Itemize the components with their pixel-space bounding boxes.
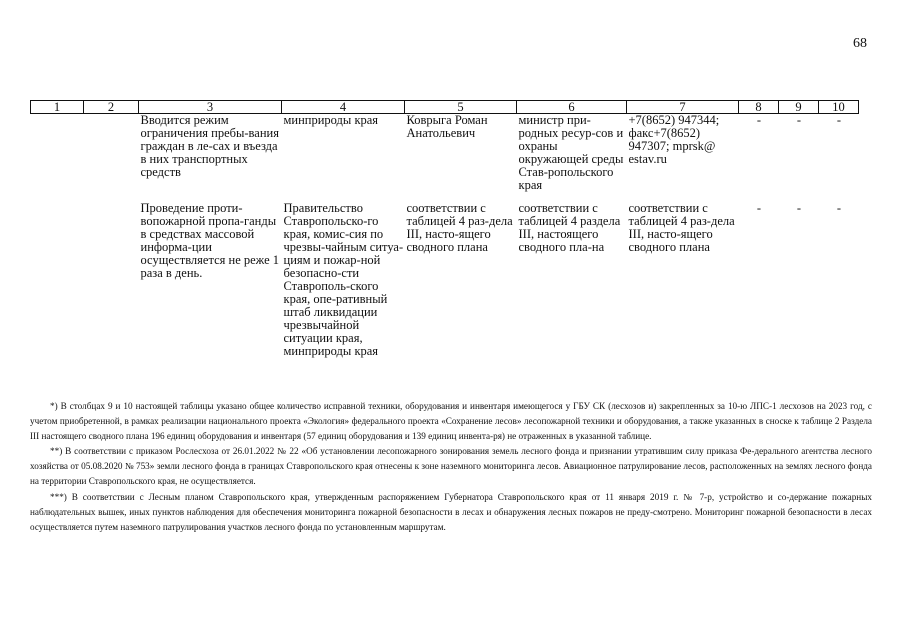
table-cell: - bbox=[796, 113, 802, 127]
footnote-2: **) В соответствии с приказом Рослесхоза от 26.01.2022 № 22 «Об установлении лесопожарного зонирования земель лесного фонда и признании утратившим силу приказа Фе-дерального агентства лесного хозяйства от 05.08.2020 № 753» земли лесного фонда в границах Ставропольского края отнесены к зоне наземного мониторинга лесов. Авиационное патрулирование лесов, расположенных на землях лесного фонда на территории Ставропольского края, не осуществляется. bbox=[30, 446, 872, 487]
column-header: 2 bbox=[84, 101, 139, 114]
column-header: 9 bbox=[779, 101, 819, 114]
column-header: 3 bbox=[139, 101, 282, 114]
table-cell: соответствии с таблицей 4 раздела III, настоящего сводного пла-на bbox=[518, 201, 621, 254]
column-header: 1 bbox=[31, 101, 84, 114]
table-cell: - bbox=[796, 201, 802, 215]
table-cell: минприроды края bbox=[283, 113, 379, 127]
table-cell: +7(8652) 947344; факс+7(8652) 947307; mprsk@ estav.ru bbox=[628, 113, 720, 166]
footnote-3: ***) В соответствии с Лесным планом Ставропольского края, утвержденным распоряжением Губернатора Ставропольского края от 11 января 2019 г. № 7-р, устройство и со-держание пожарных наблюдательных вышек, иных пунктов наблюдения для обеспечения мониторинга пожарной безопасности в лесах и обнаружения лесных пожаров не преду-смотрено. Мониторинг пожарной безопасности в лесах осуществляется путем наземного патрулирования участков лесного фонда по установленным маршрутам. bbox=[30, 491, 872, 532]
column-header: 8 bbox=[739, 101, 779, 114]
table-row bbox=[31, 202, 859, 358]
column-header: 6 bbox=[517, 101, 627, 114]
table-cell: Проведение проти-вопожарной пропа-ганды в средствах массовой информа-ции осуществляется не реже 1 раза в день. bbox=[140, 201, 280, 280]
table-header-row bbox=[31, 101, 859, 114]
table-cell: Вводится режим ограничения пребы-вания граждан в ле-сах и въезда в них транспортных средств bbox=[140, 113, 279, 179]
table-cell bbox=[31, 202, 84, 358]
table-cell: Правительство Ставропольско-го края, комис-сия по чрезвы-чайным ситуа-циям и пожар-ной безопасно-сти Ставрополь-ского края, опе-ративный штаб ликвидации чрезвычайной ситуации края, минприроды края bbox=[283, 201, 404, 358]
table-cell: - bbox=[756, 201, 762, 215]
footnote-1: *) В столбцах 9 и 10 настоящей таблицы указано общее количество исправной техники, оборудования и инвентаря имеющегося у ГБУ СК (лесхозов и) закрепленных за 10-ю ЛПС-1 лесхозов на 2023 год, с учетом приобретенной, в рамках реализации национального проекта «Экология» федерального проекта «Сохранение лесов» лесопожарной техники и оборудования, а также указанных в сноске к таблице 2 Раздела III настоящего сводного плана 196 единиц оборудования и инвентаря (57 единиц оборудования и 139 единиц инвента-ря) не отраженных в указанной таблице. bbox=[30, 401, 872, 442]
table-cell bbox=[84, 114, 139, 203]
table-cell: министр при-родных ресур-сов и охраны окружающей среды Став-ропольского края bbox=[518, 113, 624, 192]
footnotes bbox=[30, 399, 872, 535]
table-cell: - bbox=[836, 113, 842, 127]
table-cell: соответствии с таблицей 4 раз-дела III, насто-ящего сводного плана bbox=[406, 201, 513, 254]
plan-table bbox=[30, 100, 859, 358]
table-cell: - bbox=[836, 201, 842, 215]
column-header: 4 bbox=[282, 101, 405, 114]
table-cell bbox=[31, 114, 84, 203]
column-header: 5 bbox=[405, 101, 517, 114]
table-cell bbox=[84, 202, 139, 358]
page-number: 68 bbox=[853, 36, 867, 51]
column-header: 10 bbox=[819, 101, 859, 114]
table-row bbox=[31, 114, 859, 203]
table-cell: Коврыга Роман Анатольевич bbox=[406, 113, 488, 140]
table-cell: соответствии с таблицей 4 раз-дела III, насто-ящего сводного плана bbox=[628, 201, 735, 254]
column-header: 7 bbox=[627, 101, 739, 114]
table-cell: - bbox=[756, 113, 762, 127]
